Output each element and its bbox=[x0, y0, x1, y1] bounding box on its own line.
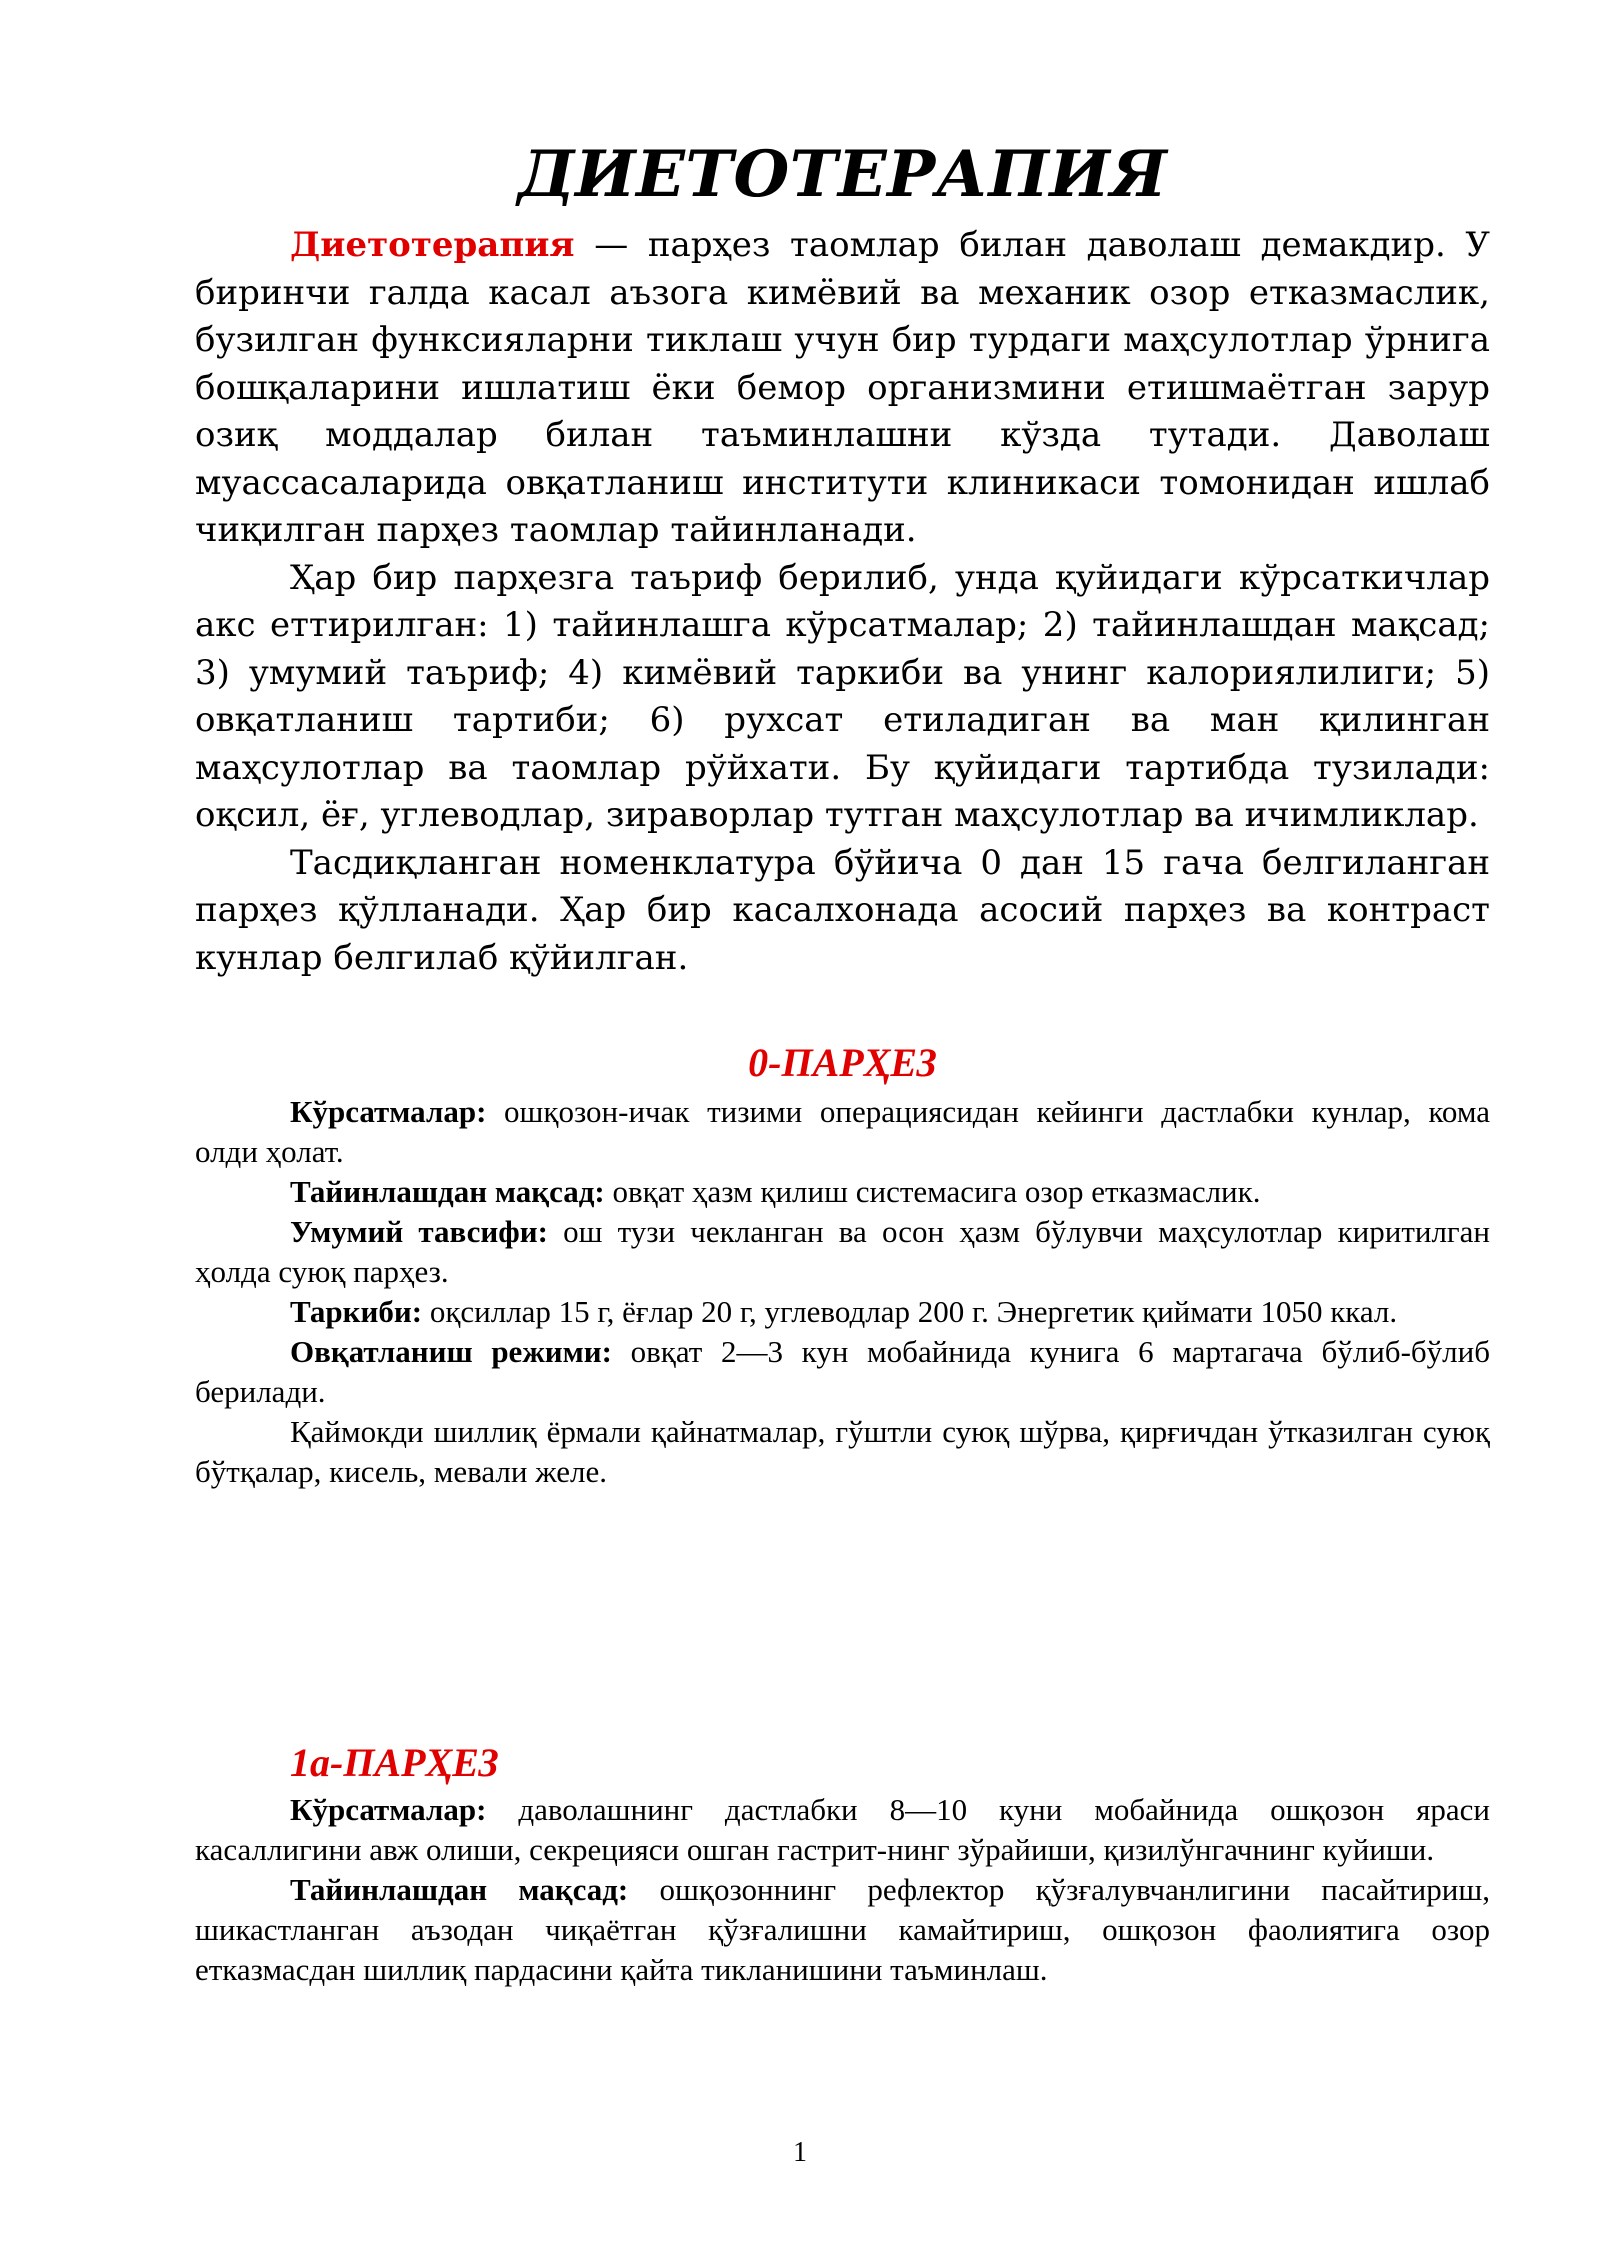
diet-0-indications-label: Кўрсатмалар: bbox=[290, 1094, 487, 1129]
diet-0-indications bbox=[195, 1092, 1490, 1172]
diet-0-foods: Қаймокди шиллиқ ёрмали қайнатмалар, гўштли суюқ шўрва, қирғичдан ўтказилган суюқ бўтқалар, кисель, мевали желе. bbox=[195, 1414, 1490, 1489]
diet-0-regime-label: Овқатланиш режими: bbox=[290, 1334, 612, 1369]
diet-1a-indications bbox=[195, 1790, 1490, 1870]
diet-1a-title: 1а-ПАРҲЕЗ bbox=[290, 1740, 499, 1785]
diet-0-purpose-label: Тайинлашдан мақсад: bbox=[290, 1174, 605, 1209]
diet-0-regime bbox=[195, 1332, 1490, 1412]
diet-1a-indications-label: Кўрсатмалар: bbox=[290, 1792, 487, 1827]
document-title: ДИЕТОТЕРАПИЯ bbox=[517, 137, 1168, 212]
diet-0-composition-text: оқсиллар 15 г, ёғлар 20 г, углеводлар 200 г. Энергетик қиймати 1050 ккал. bbox=[422, 1294, 1398, 1329]
diet-1a-purpose-label: Тайинлашдан мақсад: bbox=[290, 1872, 629, 1907]
diet-0-composition bbox=[195, 1292, 1490, 1332]
intro-section bbox=[195, 222, 1490, 982]
document-page bbox=[195, 130, 1490, 1990]
intro-paragraph-2: Ҳар бир парҳезга таъриф берилиб, унда қуйидаги кўрсаткичлар акс еттирилган: 1) тайинлашга кўрсатмалар; 2) тайинлашдан мақсад; 3) умумий таъриф; 4) кимёвий таркиби ва унинг калориялилиги; 5) овқатланиш тартиби; 6) рухсат етиладиган ва ман қилинган маҳсулотлар ва таомлар рўйхати. Бу қуйидаги тартибда тузилади: оқсил, ёғ, углеводлар, зираворлар тутган маҳсулотлар ва ичимликлар. bbox=[195, 557, 1490, 835]
diet-0-indications-text: ошқозон-ичак тизими операциясидан кейинги дастлабки кунлар, кома олди ҳолат. bbox=[195, 1094, 1490, 1169]
diet-1a-section bbox=[195, 1738, 1490, 1990]
diet-0-purpose-text: овқат ҳазм қилиш системасига озор етказмаслик. bbox=[604, 1174, 1261, 1209]
diet-0-description-label: Умумий тавсифи: bbox=[290, 1214, 548, 1249]
intro-paragraph-1-text: — парҳез таомлар билан даволаш демакдир. У биринчи галда касал аъзога кимёвий ва механик озор етказмаслик, бузилган функсияларни тиклаш учун бир турдаги маҳсулотлар ўрнига бошқаларини ишлатиш ёки бемор организмини етишмаётган зарур озиқ моддалар билан таъминлашни кўзда тутади. Даволаш муассасаларида овқатланиш институти клиникаси томонидан ишлаб чиқилган парҳез таомлар тайинланади. bbox=[195, 225, 1490, 550]
diet-0-composition-label: Таркиби: bbox=[290, 1294, 423, 1329]
diet-0-regime-text: овқат 2—3 кун мобайнида кунига 6 мартагача бўлиб-бўлиб берилади. bbox=[195, 1334, 1490, 1409]
diet-0-purpose bbox=[195, 1172, 1490, 1212]
diet-0-description-text: ош тузи чекланган ва осон ҳазм бўлувчи маҳсулотлар киритилган ҳолда суюқ парҳез. bbox=[195, 1214, 1490, 1289]
intro-paragraph-3: Тасдиқланган номенклатура бўйича 0 дан 15 гача белгиланган парҳез қўлланади. Ҳар бир касалхонада асосий парҳез ва контраст кунлар белгилаб қўйилган. bbox=[195, 842, 1490, 978]
intro-paragraph-1 bbox=[195, 222, 1490, 555]
intro-term: Диетотерапия bbox=[290, 225, 575, 265]
diet-1a-purpose-text: ошқозоннинг рефлектор қўзғалувчанлигини пасайтириш, шикастланган аъзодан чиқаётган қўзғалишни камайтириш, ошқозон фаолиятига озор етказмасдан шиллиқ пардасини қайта тикланишини таъминлаш. bbox=[195, 1872, 1490, 1987]
page-number: 1 bbox=[793, 2137, 807, 2168]
diet-1a-purpose bbox=[195, 1870, 1490, 1990]
diet-0-title: 0-ПАРҲЕЗ bbox=[748, 1040, 937, 1085]
diet-0-description bbox=[195, 1212, 1490, 1292]
diet-0-section bbox=[195, 1038, 1490, 1492]
diet-1a-indications-text: даволашнинг дастлабки 8—10 куни мобайнида ошқозон яраси касаллигини авж олиши, секрецияси ошган гастрит-нинг зўрайиши, қизилўнгачнинг куйиши. bbox=[195, 1792, 1490, 1867]
